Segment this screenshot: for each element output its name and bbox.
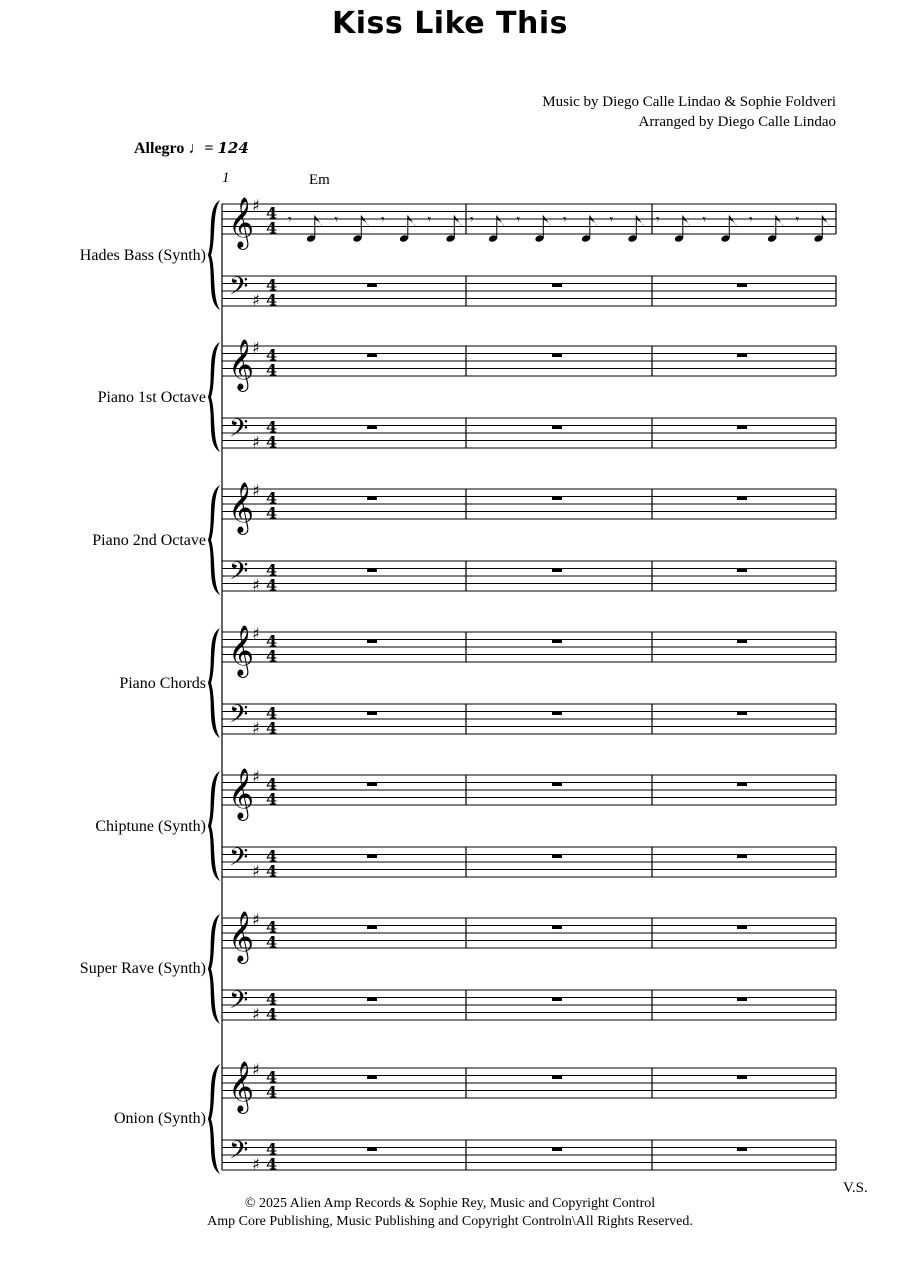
time-signature-numerator: 4 [266, 774, 278, 794]
volti-subito: V.S. [843, 1180, 868, 1196]
whole-rest [737, 926, 747, 930]
whole-rest [552, 426, 562, 430]
time-signature-numerator: 4 [266, 989, 278, 1009]
sharp-icon: ♯ [252, 910, 260, 929]
sharp-icon: ♯ [252, 481, 260, 500]
note-flag [408, 216, 416, 228]
note-flag [315, 216, 323, 228]
time-signature-denominator: 4 [266, 1004, 278, 1024]
treble-clef-icon: 𝄞 [228, 625, 255, 676]
quarter-note-icon: ♩ [188, 140, 205, 157]
sharp-icon: ♯ [252, 624, 260, 643]
time-signature-numerator: 4 [266, 703, 278, 723]
instrument-label: Onion (Synth) [114, 1110, 206, 1127]
time-signature-denominator: 4 [266, 432, 278, 452]
sharp-icon: ♯ [252, 575, 260, 595]
brace [208, 485, 220, 595]
time-signature-numerator: 4 [266, 917, 278, 937]
whole-rest [552, 640, 562, 644]
treble-clef-icon: 𝄞 [228, 911, 255, 962]
whole-rest [737, 712, 747, 716]
whole-rest [552, 497, 562, 501]
whole-rest [552, 569, 562, 573]
brace [208, 914, 220, 1024]
whole-rest [367, 284, 377, 288]
time-signature-denominator: 4 [266, 1154, 278, 1174]
bass-clef-icon: 𝄢 [229, 986, 249, 1021]
time-signature-numerator: 4 [266, 488, 278, 508]
instrument-label: Piano Chords [119, 675, 206, 692]
sharp-icon: ♯ [252, 767, 260, 786]
time-signature-denominator: 4 [266, 218, 278, 238]
time-signature-numerator: 4 [266, 1139, 278, 1159]
whole-rest [552, 1076, 562, 1080]
time-signature-numerator: 4 [266, 203, 278, 223]
instrument-label: Chiptune (Synth) [95, 818, 206, 835]
whole-rest [737, 640, 747, 644]
whole-rest [552, 926, 562, 930]
time-signature-numerator: 4 [266, 631, 278, 651]
instrument-label: Piano 2nd Octave [92, 532, 206, 549]
eighth-rest-icon: 𝄾 [334, 212, 339, 228]
whole-rest [552, 712, 562, 716]
time-signature-denominator: 4 [266, 503, 278, 523]
bass-clef-icon: 𝄢 [229, 843, 249, 878]
time-signature-denominator: 4 [266, 932, 278, 952]
whole-rest [367, 640, 377, 644]
sharp-icon: ♯ [252, 432, 260, 452]
time-signature-denominator: 4 [266, 1082, 278, 1102]
note-flag [776, 216, 784, 228]
time-signature-denominator: 4 [266, 861, 278, 881]
sharp-icon: ♯ [252, 718, 260, 738]
time-signature-denominator: 4 [266, 575, 278, 595]
eighth-rest-icon: 𝄾 [516, 212, 521, 228]
eighth-rest-icon: 𝄾 [795, 212, 800, 228]
sharp-icon: ♯ [252, 861, 260, 881]
whole-rest [367, 1076, 377, 1080]
time-signature-denominator: 4 [266, 718, 278, 738]
instrument-label: Hades Bass (Synth) [79, 247, 206, 264]
whole-rest [737, 497, 747, 501]
time-signature-denominator: 4 [266, 646, 278, 666]
time-signature-numerator: 4 [266, 560, 278, 580]
note-flag [729, 216, 737, 228]
whole-rest [367, 998, 377, 1002]
measure-number: 1 [222, 170, 230, 186]
whole-rest [367, 855, 377, 859]
time-signature-numerator: 4 [266, 846, 278, 866]
whole-rest [552, 1148, 562, 1152]
time-signature-numerator: 4 [266, 275, 278, 295]
brace [208, 771, 220, 881]
whole-rest [737, 855, 747, 859]
note-flag [454, 216, 462, 228]
eighth-rest-icon: 𝄾 [656, 212, 660, 228]
copyright-line: © 2025 Alien Amp Records & Sophie Rey, Music and Copyright Control [244, 1196, 656, 1211]
note-flag [543, 216, 551, 228]
whole-rest [737, 1148, 747, 1152]
treble-clef-icon: 𝄞 [228, 1061, 255, 1112]
whole-rest [367, 926, 377, 930]
time-signature-numerator: 4 [266, 1067, 278, 1087]
time-signature-denominator: 4 [266, 290, 278, 310]
note-flag [590, 216, 598, 228]
treble-clef-icon: 𝄞 [228, 482, 255, 533]
brace [208, 628, 220, 738]
whole-rest [737, 998, 747, 1002]
whole-rest [367, 569, 377, 573]
whole-rest [737, 783, 747, 787]
whole-rest [552, 855, 562, 859]
bass-clef-icon: 𝄢 [229, 272, 249, 307]
note-flag [497, 216, 505, 228]
sharp-icon: ♯ [252, 196, 260, 215]
tempo-text: Allegro [134, 140, 185, 157]
time-signature-denominator: 4 [266, 360, 278, 380]
whole-rest [737, 1076, 747, 1080]
whole-rest [737, 354, 747, 358]
whole-rest [367, 783, 377, 787]
whole-rest [552, 783, 562, 787]
treble-clef-icon: 𝄞 [228, 197, 255, 248]
sharp-icon: ♯ [252, 1004, 260, 1024]
treble-clef-icon: 𝄞 [228, 339, 255, 390]
brace [208, 200, 220, 310]
note-flag [683, 216, 691, 228]
sharp-icon: ♯ [252, 1060, 260, 1079]
eighth-rest-icon: 𝄾 [288, 212, 292, 228]
treble-clef-icon: 𝄞 [228, 768, 255, 819]
whole-rest [367, 497, 377, 501]
sharp-icon: ♯ [252, 1154, 260, 1174]
instrument-label: Piano 1st Octave [97, 389, 206, 406]
arranger-credit: Arranged by Diego Calle Lindao [638, 114, 836, 130]
bass-clef-icon: 𝄢 [229, 557, 249, 592]
eighth-rest-icon: 𝄾 [427, 212, 432, 228]
time-signature-numerator: 4 [266, 417, 278, 437]
whole-rest [737, 426, 747, 430]
whole-rest [367, 712, 377, 716]
bass-clef-icon: 𝄢 [229, 700, 249, 735]
eighth-rest-icon: 𝄾 [609, 212, 614, 228]
note-flag [636, 216, 644, 228]
eighth-rest-icon: 𝄾 [749, 212, 753, 228]
time-signature-denominator: 4 [266, 789, 278, 809]
whole-rest [367, 426, 377, 430]
tempo-bpm: 124 [217, 139, 249, 157]
whole-rest [552, 284, 562, 288]
whole-rest [367, 1148, 377, 1152]
sharp-icon: ♯ [252, 290, 260, 310]
note-flag [822, 216, 830, 228]
score-title: Kiss Like This [332, 6, 568, 41]
chord-symbol: Em [309, 172, 330, 188]
brace [208, 342, 220, 452]
copyright-line: Amp Core Publishing, Music Publishing and Copyright Controln\All Rights Reserved. [207, 1214, 693, 1229]
bass-clef-icon: 𝄢 [229, 414, 249, 449]
eighth-rest-icon: 𝄾 [470, 212, 474, 228]
instrument-label: Super Rave (Synth) [79, 960, 206, 977]
whole-rest [367, 354, 377, 358]
note-flag [361, 216, 369, 228]
sharp-icon: ♯ [252, 338, 260, 357]
eighth-rest-icon: 𝄾 [702, 212, 707, 228]
tempo-equals: = [204, 140, 214, 157]
bass-clef-icon: 𝄢 [229, 1136, 249, 1171]
whole-rest [552, 354, 562, 358]
whole-rest [737, 569, 747, 573]
eighth-rest-icon: 𝄾 [563, 212, 567, 228]
time-signature-numerator: 4 [266, 345, 278, 365]
whole-rest [552, 998, 562, 1002]
whole-rest [737, 284, 747, 288]
eighth-rest-icon: 𝄾 [381, 212, 385, 228]
composer-credit: Music by Diego Calle Lindao & Sophie Foldveri [542, 94, 836, 110]
brace [208, 1064, 220, 1174]
